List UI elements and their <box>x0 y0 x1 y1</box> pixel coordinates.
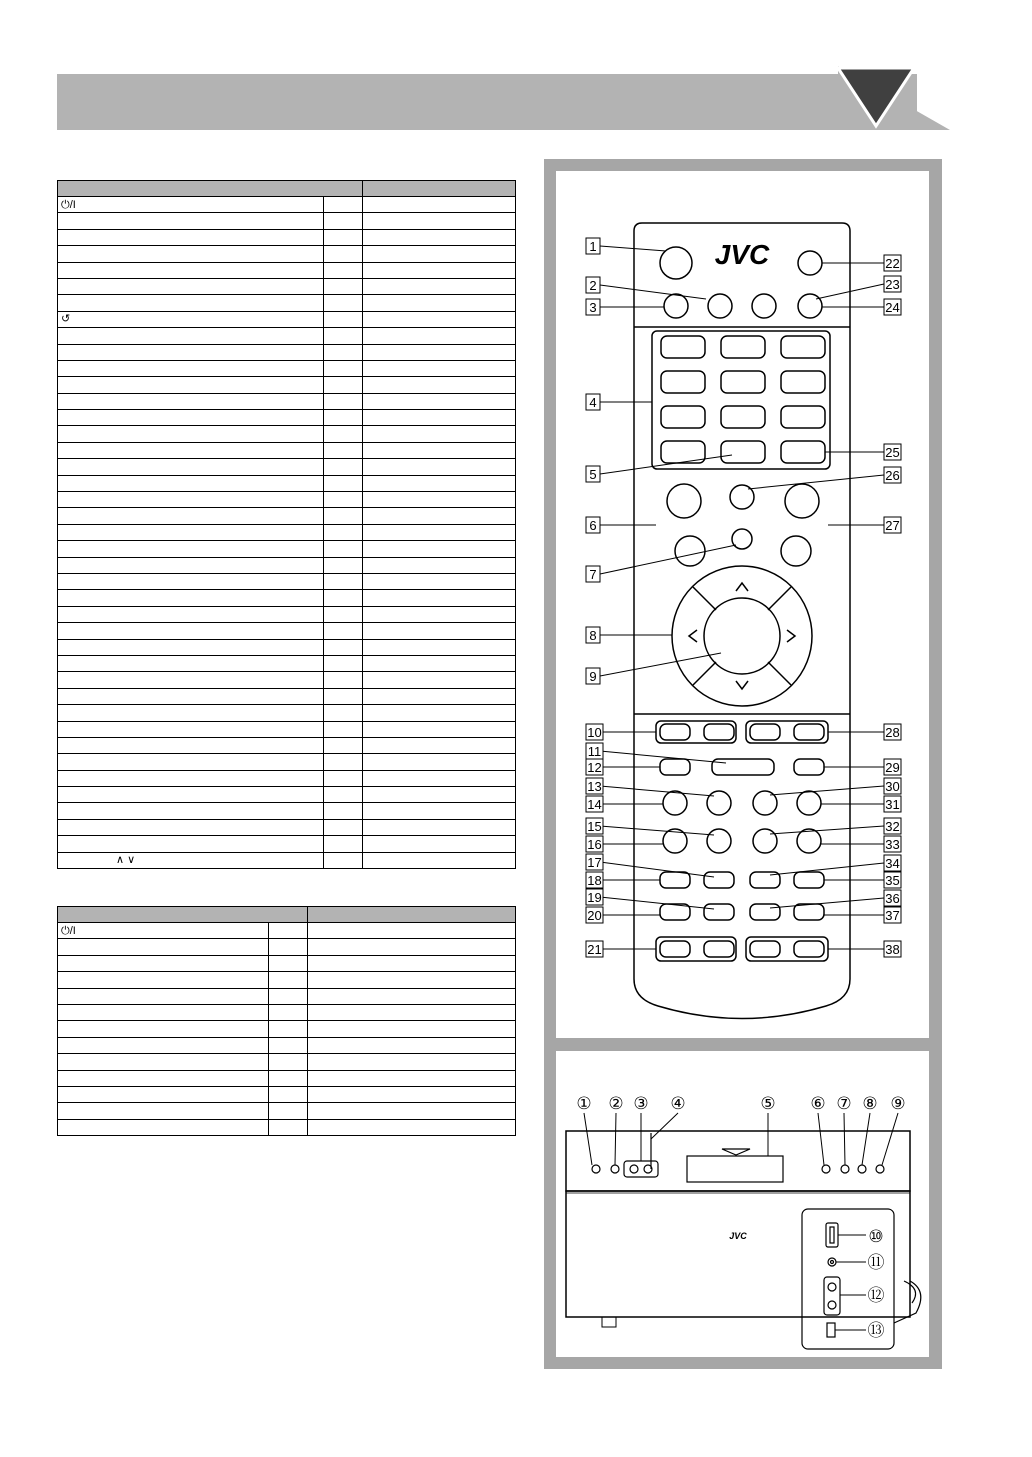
callout-label: 22 <box>885 256 900 271</box>
table-cell-page <box>363 721 516 737</box>
unit-top-controls <box>592 1133 884 1182</box>
callout-label: 21 <box>587 942 602 957</box>
callout-label: 36 <box>885 891 900 906</box>
table-cell-function <box>58 803 324 819</box>
table-row <box>58 344 516 360</box>
table-row <box>58 1086 516 1102</box>
table-cell-number <box>324 278 363 294</box>
table-cell-number <box>324 229 363 245</box>
table-cell-function <box>58 393 324 409</box>
table-cell-function <box>58 819 324 835</box>
callout-label: 34 <box>885 856 900 871</box>
table-row <box>58 639 516 655</box>
unit-side-ports <box>824 1223 840 1337</box>
callout-label: 2 <box>589 278 597 293</box>
table-cell-page <box>308 939 516 955</box>
table-cell-page <box>363 737 516 753</box>
table-cell-page <box>308 923 516 939</box>
table-cell-number <box>269 955 308 971</box>
callout-label: ④ <box>670 1094 686 1113</box>
unit-table-header-2 <box>308 907 516 923</box>
table-row <box>58 787 516 803</box>
table-cell-number <box>269 1103 308 1119</box>
table-cell-function <box>58 278 324 294</box>
callout-label: ⑦ <box>836 1094 852 1113</box>
table-cell-function <box>58 295 324 311</box>
table-cell-function <box>58 1037 269 1053</box>
table-cell-function <box>58 246 324 262</box>
table-cell-page <box>363 393 516 409</box>
callout-label: 23 <box>885 277 900 292</box>
table-cell-page <box>363 639 516 655</box>
table-cell-page <box>363 295 516 311</box>
table-cell-number <box>324 475 363 491</box>
table-cell-page <box>363 377 516 393</box>
unit-reference-table <box>57 906 516 1136</box>
table-cell-page <box>363 623 516 639</box>
table-row <box>58 393 516 409</box>
callout-label: ⑫ <box>867 1286 885 1305</box>
callout-label: 9 <box>589 669 597 684</box>
table-cell-page <box>363 852 516 868</box>
callout-label: ⑤ <box>760 1094 776 1113</box>
table-row <box>58 508 516 524</box>
table-cell-page <box>308 1004 516 1020</box>
table-cell-function <box>58 262 324 278</box>
table-cell-number <box>324 426 363 442</box>
callout-label: 32 <box>885 819 900 834</box>
table-cell-number <box>324 819 363 835</box>
table-row <box>58 705 516 721</box>
table-cell-number <box>324 492 363 508</box>
table-cell-number <box>324 557 363 573</box>
table-cell-page <box>363 246 516 262</box>
table-row <box>58 1054 516 1070</box>
table-cell-number <box>324 573 363 589</box>
callout-label: 29 <box>885 760 900 775</box>
table-cell-number <box>324 459 363 475</box>
callout-label: 16 <box>587 837 602 852</box>
callout-label: 5 <box>589 467 597 482</box>
callout-label: ⑧ <box>862 1094 878 1113</box>
table-cell-page <box>308 1103 516 1119</box>
table-cell-page <box>363 459 516 475</box>
unit-brand-logo: JVC <box>729 1231 747 1241</box>
table-row <box>58 754 516 770</box>
table-row <box>58 459 516 475</box>
power-icon: ⏻/I <box>58 923 269 939</box>
callout-label: 27 <box>885 518 900 533</box>
callout-label: ⑨ <box>890 1094 906 1113</box>
callout-label: 25 <box>885 445 900 460</box>
table-row <box>58 229 516 245</box>
table-row <box>58 442 516 458</box>
remote-table-header-1 <box>58 181 363 197</box>
table-cell-number <box>269 923 308 939</box>
callout-label: 6 <box>589 518 597 533</box>
table-row <box>58 721 516 737</box>
table-cell-page <box>308 1070 516 1086</box>
table-cell-page <box>363 672 516 688</box>
table-cell-page <box>363 590 516 606</box>
table-cell-number <box>324 213 363 229</box>
table-cell-function <box>58 1054 269 1070</box>
table-row <box>58 1021 516 1037</box>
callout-label: 17 <box>587 855 602 870</box>
table-cell-page <box>363 213 516 229</box>
table-row <box>58 955 516 971</box>
remote-table-header-2 <box>363 181 516 197</box>
callout-label: ③ <box>633 1094 649 1113</box>
callout-label: 35 <box>885 873 900 888</box>
table-cell-number <box>324 754 363 770</box>
table-row <box>58 492 516 508</box>
callout-label: 37 <box>885 908 900 923</box>
callout-label: 1 <box>589 239 597 254</box>
table-cell-function <box>58 573 324 589</box>
table-cell-page <box>308 1021 516 1037</box>
table-cell-function <box>58 459 324 475</box>
table-cell-function <box>58 213 324 229</box>
callout-label: 20 <box>587 908 602 923</box>
table-row <box>58 819 516 835</box>
table-cell-number <box>324 295 363 311</box>
table-cell-function <box>58 737 324 753</box>
table-cell-page <box>363 229 516 245</box>
table-cell-number <box>324 705 363 721</box>
table-row <box>58 541 516 557</box>
table-row <box>58 737 516 753</box>
table-row <box>58 803 516 819</box>
table-row <box>58 972 516 988</box>
table-row <box>58 295 516 311</box>
table-cell-page <box>363 492 516 508</box>
table-cell-page <box>363 524 516 540</box>
callout-label: 4 <box>589 395 597 410</box>
main-unit-diagram <box>556 1051 929 1357</box>
callout-label: ⑬ <box>867 1321 885 1340</box>
table-cell-function <box>58 524 324 540</box>
table-cell-function <box>58 721 324 737</box>
callout-label: 24 <box>885 300 900 315</box>
table-cell-page <box>363 787 516 803</box>
table-row <box>58 988 516 1004</box>
table-cell-function <box>58 344 324 360</box>
callout-label: 31 <box>885 797 900 812</box>
table-row <box>58 328 516 344</box>
table-cell-page <box>363 262 516 278</box>
callout-label: 30 <box>885 779 900 794</box>
remote-body <box>634 223 850 1019</box>
table-row <box>58 672 516 688</box>
table-cell-page <box>363 836 516 852</box>
table-cell-page <box>363 344 516 360</box>
table-cell-number <box>269 1021 308 1037</box>
table-row <box>58 410 516 426</box>
table-cell-function <box>58 410 324 426</box>
callout-label: 8 <box>589 628 597 643</box>
table-cell-function <box>58 623 324 639</box>
callout-label: 11 <box>587 744 602 759</box>
table-cell-page <box>308 988 516 1004</box>
table-cell-number <box>324 639 363 655</box>
callout-label: 19 <box>587 890 602 905</box>
callout-label: 12 <box>587 760 602 775</box>
table-cell-function <box>58 770 324 786</box>
table-row <box>58 1103 516 1119</box>
table-cell-function <box>58 475 324 491</box>
table-cell-page <box>363 410 516 426</box>
table-cell-number <box>269 939 308 955</box>
table-cell-function <box>58 229 324 245</box>
table-cell-number <box>324 328 363 344</box>
table-cell-number <box>324 262 363 278</box>
table-cell-function <box>58 672 324 688</box>
table-cell-function <box>58 360 324 376</box>
table-row <box>58 377 516 393</box>
table-cell-function <box>58 377 324 393</box>
table-cell-number <box>324 623 363 639</box>
table-cell-function <box>58 1021 269 1037</box>
table-cell-page <box>363 819 516 835</box>
table-cell-function <box>58 705 324 721</box>
table-cell-number <box>324 442 363 458</box>
table-row <box>58 197 516 213</box>
callout-label: 7 <box>589 567 597 582</box>
table-cell-function <box>58 939 269 955</box>
table-cell-function <box>58 557 324 573</box>
table-cell-function <box>58 754 324 770</box>
table-cell-page <box>363 705 516 721</box>
table-cell-number <box>324 803 363 819</box>
callout-label: ① <box>576 1094 592 1113</box>
table-cell-number <box>324 787 363 803</box>
table-cell-number <box>269 1054 308 1070</box>
remote-reference-table <box>57 180 516 869</box>
table-row <box>58 311 516 327</box>
table-row <box>58 590 516 606</box>
table-cell-function <box>58 988 269 1004</box>
callout-label: ⑩ <box>868 1227 884 1246</box>
table-cell-number <box>269 1119 308 1135</box>
table-cell-page <box>363 197 516 213</box>
table-cell-number <box>324 344 363 360</box>
table-cell-page <box>308 1054 516 1070</box>
callout-label: 10 <box>587 725 602 740</box>
table-cell-number <box>324 672 363 688</box>
table-cell-number <box>324 541 363 557</box>
table-row <box>58 426 516 442</box>
table-cell-number <box>324 311 363 327</box>
table-cell-number <box>324 590 363 606</box>
table-cell-function <box>58 655 324 671</box>
table-cell-function <box>58 972 269 988</box>
table-row <box>58 655 516 671</box>
callout-label: 3 <box>589 300 597 315</box>
table-cell-number <box>324 770 363 786</box>
table-cell-page <box>363 557 516 573</box>
table-row <box>58 246 516 262</box>
table-cell-function <box>58 955 269 971</box>
table-cell-function <box>58 688 324 704</box>
table-cell-function <box>58 492 324 508</box>
table-cell-number <box>324 410 363 426</box>
table-row <box>58 524 516 540</box>
callout-label: 28 <box>885 725 900 740</box>
table-cell-number <box>324 393 363 409</box>
table-cell-function <box>58 639 324 655</box>
table-cell-function <box>58 426 324 442</box>
callout-label: 33 <box>885 837 900 852</box>
table-cell-number <box>324 606 363 622</box>
table-cell-page <box>308 1119 516 1135</box>
unit-table-header-1 <box>58 907 308 923</box>
callout-label: ② <box>608 1094 624 1113</box>
table-cell-number <box>324 246 363 262</box>
table-cell-page <box>363 311 516 327</box>
callout-label: 26 <box>885 468 900 483</box>
section-header-bar <box>57 74 917 130</box>
table-cell-number <box>269 972 308 988</box>
table-cell-page <box>363 688 516 704</box>
table-cell-function <box>58 787 324 803</box>
table-cell-page <box>363 360 516 376</box>
table-cell-page <box>363 541 516 557</box>
table-row <box>58 836 516 852</box>
table-cell-function <box>58 836 324 852</box>
table-cell-page <box>308 1037 516 1053</box>
table-row <box>58 262 516 278</box>
table-cell-function <box>58 1070 269 1086</box>
table-row <box>58 1070 516 1086</box>
power-icon: ⏻/I <box>58 197 324 213</box>
table-cell-page <box>363 606 516 622</box>
table-cell-number <box>324 360 363 376</box>
callout-label: 15 <box>587 819 602 834</box>
table-row <box>58 360 516 376</box>
table-cell-number <box>324 836 363 852</box>
table-cell-number <box>269 1004 308 1020</box>
table-cell-number <box>269 1037 308 1053</box>
table-cell-page <box>363 426 516 442</box>
callout-label: 18 <box>587 873 602 888</box>
up-down-arrows-icon: ∧ ∨ <box>58 852 324 868</box>
table-cell-number <box>324 197 363 213</box>
table-cell-page <box>363 770 516 786</box>
table-cell-page <box>363 655 516 671</box>
table-cell-function <box>58 1119 269 1135</box>
table-row <box>58 770 516 786</box>
table-cell-number <box>324 524 363 540</box>
table-cell-number <box>324 508 363 524</box>
remote-brand-logo: JVC <box>714 239 770 270</box>
table-cell-number <box>324 852 363 868</box>
table-cell-function <box>58 1004 269 1020</box>
table-row <box>58 1119 516 1135</box>
table-cell-number <box>324 721 363 737</box>
table-cell-number <box>324 688 363 704</box>
table-cell-function <box>58 508 324 524</box>
table-cell-page <box>363 508 516 524</box>
table-cell-function <box>58 328 324 344</box>
table-cell-page <box>363 573 516 589</box>
table-row <box>58 852 516 868</box>
section-header-triangle-icon <box>838 66 950 132</box>
remote-control-diagram <box>556 171 929 1038</box>
table-cell-page <box>363 754 516 770</box>
table-row <box>58 1037 516 1053</box>
callout-label: 38 <box>885 942 900 957</box>
table-cell-number <box>324 377 363 393</box>
return-icon: ↺ <box>58 311 324 327</box>
callout-label: ⑪ <box>867 1253 885 1272</box>
callout-label: ⑥ <box>810 1094 826 1113</box>
table-row <box>58 939 516 955</box>
callout-label: 14 <box>587 797 602 812</box>
table-cell-page <box>363 475 516 491</box>
table-cell-number <box>269 1070 308 1086</box>
table-cell-page <box>363 278 516 294</box>
table-cell-number <box>269 1086 308 1102</box>
table-cell-number <box>324 737 363 753</box>
table-row <box>58 573 516 589</box>
table-cell-function <box>58 1103 269 1119</box>
table-cell-number <box>324 655 363 671</box>
table-row <box>58 213 516 229</box>
table-row <box>58 1004 516 1020</box>
table-row <box>58 623 516 639</box>
table-row <box>58 923 516 939</box>
table-row <box>58 606 516 622</box>
table-cell-function <box>58 442 324 458</box>
table-cell-page <box>363 442 516 458</box>
table-cell-page <box>308 1086 516 1102</box>
table-cell-function <box>58 590 324 606</box>
table-cell-page <box>308 955 516 971</box>
table-row <box>58 475 516 491</box>
table-cell-function <box>58 1086 269 1102</box>
table-cell-number <box>269 988 308 1004</box>
table-row <box>58 278 516 294</box>
table-cell-function <box>58 606 324 622</box>
table-row <box>58 557 516 573</box>
unit-front-panel <box>566 1191 910 1317</box>
table-cell-function <box>58 541 324 557</box>
callout-label: 13 <box>587 779 602 794</box>
table-row <box>58 688 516 704</box>
table-cell-page <box>363 803 516 819</box>
table-cell-page <box>308 972 516 988</box>
table-cell-page <box>363 328 516 344</box>
